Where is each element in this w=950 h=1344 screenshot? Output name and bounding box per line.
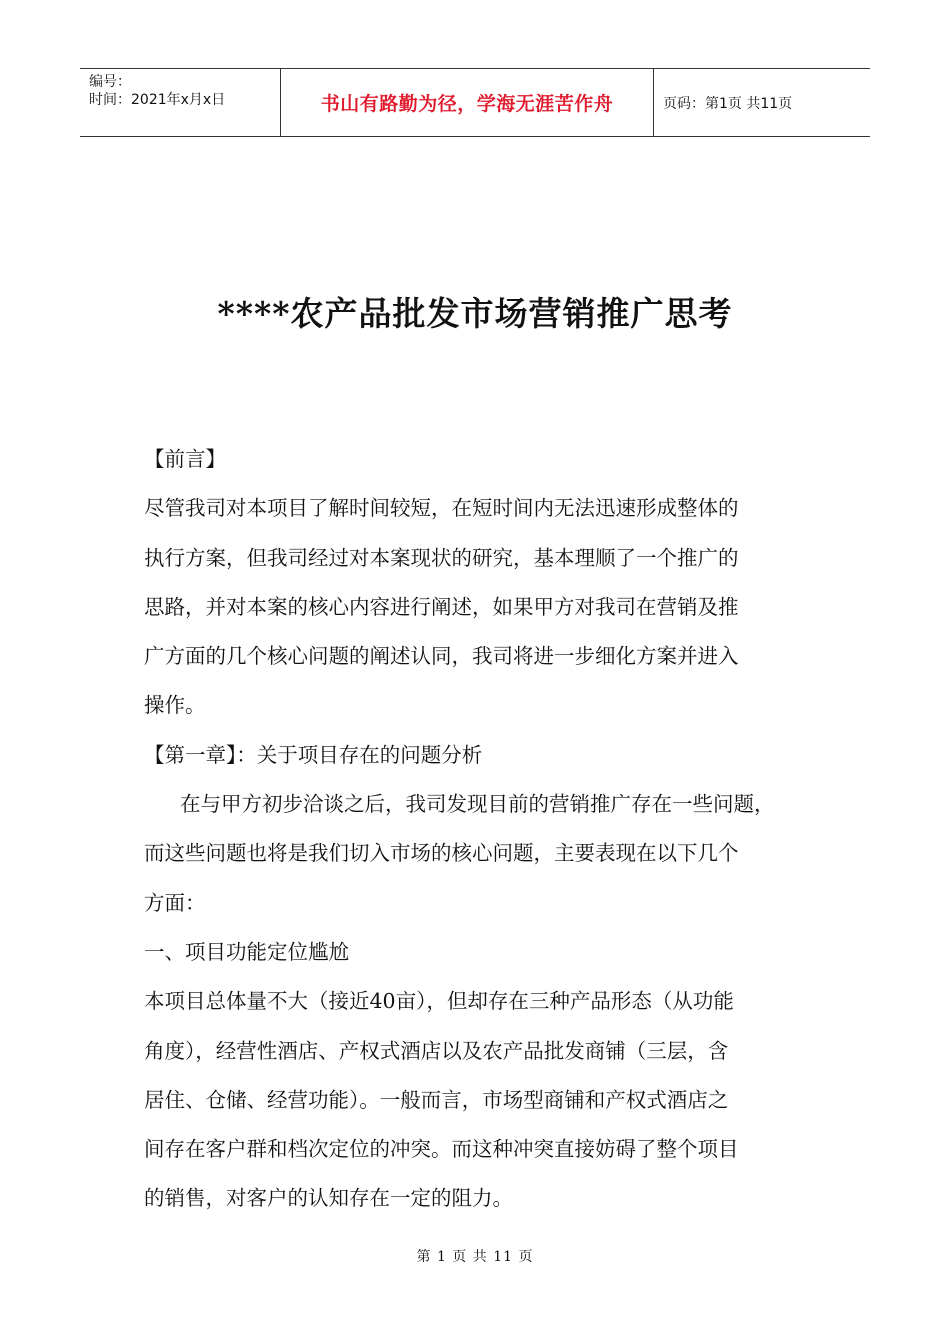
body-line: 方面： [144,890,206,915]
number-label: 编号： [89,74,131,90]
body-line: 的销售，对客户的认知存在一定的阻力。 [144,1186,513,1211]
document-title: ****农产品批发市场营销推广思考 [217,294,733,333]
header-meta-cell [80,69,281,136]
body-line: 居住、仓储、经营功能）。一般而言，市场型商铺和产权式酒店之 [144,1087,729,1112]
body-line: 广方面的几个核心问题的阐述认同，我司将进一步细化方案并进入 [144,644,739,669]
body-line: 间存在客户群和档次定位的冲突。而这种冲突直接妨碍了整个项目 [144,1137,739,1162]
motto-text: 书山有路勤为径，学海无涯苦作舟 [320,93,614,115]
body-line: 一、项目功能定位尴尬 [144,939,349,964]
body-line: 角度），经营性酒店、产权式酒店以及农产品批发商铺（三层，含 [144,1038,729,1063]
body-line: 操作。 [144,693,206,718]
page-footer: 第 1 页 共 11 页 [416,1249,534,1265]
body-line: 尽管我司对本项目了解时间较短，在短时间内无法迅速形成整体的 [144,496,739,521]
body-line: 而这些问题也将是我们切入市场的核心问题，主要表现在以下几个 [144,841,739,866]
page-info: 页码：第1页 共11页 [663,95,793,112]
header-motto-cell [281,69,654,136]
time-label: 时间：2021年x月x日 [89,92,226,108]
body-line: 在与甲方初步洽谈之后，我司发现目前的营销推广存在一些问题， [180,792,775,817]
body-line: 思路，并对本案的核心内容进行阐述，如果甲方对我司在营销及推 [144,594,739,619]
body-line: 【前言】 [144,447,226,471]
document-body [144,440,814,1229]
body-line: 执行方案，但我司经过对本案现状的研究，基本理顺了一个推广的 [144,545,739,570]
body-line: 【第一章】：关于项目存在的问题分析 [144,742,483,767]
body-line: 本项目总体量不大（接近40亩），但却存在三种产品形态（从功能 [144,989,734,1014]
header-page-cell [654,69,870,136]
document-header [80,68,870,137]
